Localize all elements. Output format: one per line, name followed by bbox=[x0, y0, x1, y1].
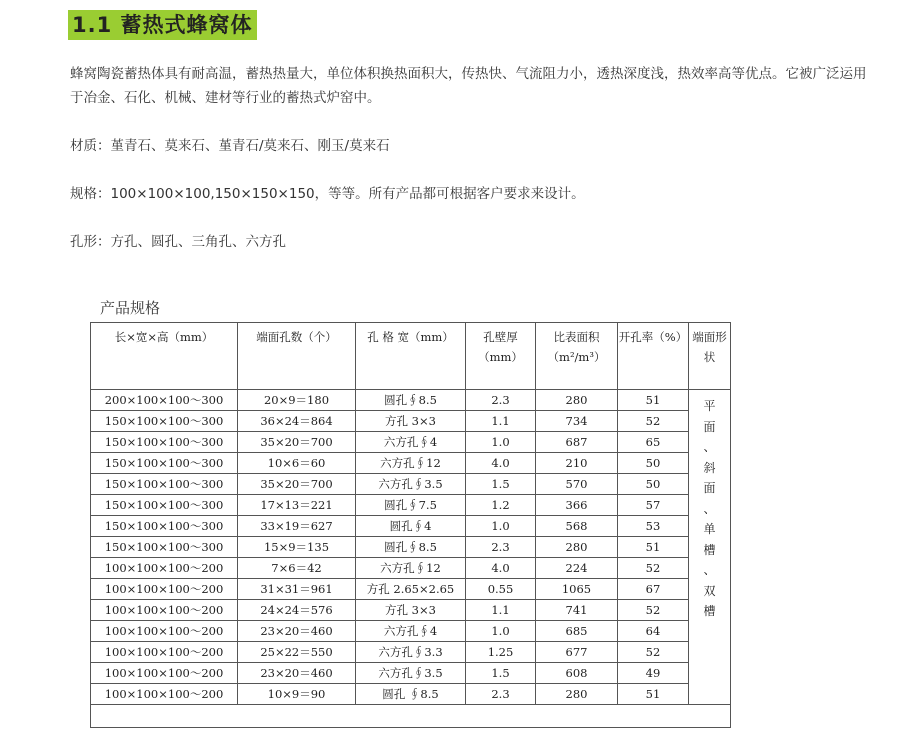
table-cell: 圆孔∮7.5 bbox=[356, 495, 466, 516]
hole-shape-paragraph: 孔形：方孔、圆孔、三角孔、六方孔 bbox=[70, 234, 286, 250]
table-row bbox=[91, 390, 731, 411]
table-cell: 53 bbox=[618, 516, 689, 537]
table-cell: 10×6＝60 bbox=[238, 453, 356, 474]
shape-char: 、 bbox=[703, 440, 716, 454]
table-title: 产品规格 bbox=[100, 299, 161, 317]
table-cell: 1.0 bbox=[466, 432, 536, 453]
table-cell: 六方孔∮4 bbox=[356, 621, 466, 642]
table-cell: 17×13＝221 bbox=[238, 495, 356, 516]
table-cell: 280 bbox=[536, 537, 618, 558]
table-cell: 六方孔∮3.3 bbox=[356, 642, 466, 663]
table-cell: 150×100×100～300 bbox=[91, 432, 238, 453]
table-cell: 4.0 bbox=[466, 453, 536, 474]
table-cell: 25×22＝550 bbox=[238, 642, 356, 663]
table-cell: 568 bbox=[536, 516, 618, 537]
table-cell: 741 bbox=[536, 600, 618, 621]
table-cell: 1.5 bbox=[466, 663, 536, 684]
shape-char: 槽 bbox=[703, 604, 716, 618]
spec-paragraph: 规格：100×100×100,150×150×150，等等。所有产品都可根据客户要求来设计。 bbox=[70, 186, 585, 202]
table-cell: 35×20＝700 bbox=[238, 432, 356, 453]
table-cell: 35×20＝700 bbox=[238, 474, 356, 495]
shape-char: 单 bbox=[703, 522, 716, 536]
table-cell: 734 bbox=[536, 411, 618, 432]
table-cell: 33×19＝627 bbox=[238, 516, 356, 537]
table-cell: 2.3 bbox=[466, 537, 536, 558]
shape-char: 面 bbox=[703, 419, 716, 434]
table-cell: 608 bbox=[536, 663, 618, 684]
table-cell: 150×100×100～300 bbox=[91, 474, 238, 495]
table-cell: 23×20＝460 bbox=[238, 663, 356, 684]
table-cell: 100×100×100～200 bbox=[91, 663, 238, 684]
table-cell: 51 bbox=[618, 684, 689, 705]
table-cell: 1.0 bbox=[466, 621, 536, 642]
table-header-cell: 孔壁厚（mm） bbox=[466, 323, 536, 390]
table-cell: 7×6＝42 bbox=[238, 558, 356, 579]
table-cell: 100×100×100～200 bbox=[91, 621, 238, 642]
table-blank-row bbox=[91, 705, 731, 728]
table-cell: 57 bbox=[618, 495, 689, 516]
table-cell: 677 bbox=[536, 642, 618, 663]
table-cell: 100×100×100～200 bbox=[91, 600, 238, 621]
table-header-cell: 端面形状 bbox=[689, 323, 731, 390]
table-cell: 52 bbox=[618, 411, 689, 432]
table-cell: 20×9＝180 bbox=[238, 390, 356, 411]
table-cell: 圆孔∮8.5 bbox=[356, 390, 466, 411]
table-header-cell: 比表面积（m²/m³） bbox=[536, 323, 618, 390]
table-cell: 1.25 bbox=[466, 642, 536, 663]
table-cell: 24×24＝576 bbox=[238, 600, 356, 621]
table-row bbox=[91, 537, 731, 558]
end-face-shape-cell bbox=[689, 390, 731, 705]
table-cell: 280 bbox=[536, 684, 618, 705]
table-cell: 100×100×100～200 bbox=[91, 558, 238, 579]
table-cell: 1065 bbox=[536, 579, 618, 600]
table-cell: 方孔 3×3 bbox=[356, 411, 466, 432]
table-row bbox=[91, 684, 731, 705]
table-row bbox=[91, 453, 731, 474]
table-cell: 65 bbox=[618, 432, 689, 453]
table-cell: 方孔 2.65×2.65 bbox=[356, 579, 466, 600]
table-row bbox=[91, 432, 731, 453]
table-header-cell: 端面孔数（个） bbox=[238, 323, 356, 390]
table-cell: 1.1 bbox=[466, 600, 536, 621]
table-row bbox=[91, 474, 731, 495]
table-cell: 1.5 bbox=[466, 474, 536, 495]
product-spec-table bbox=[90, 322, 731, 728]
table-cell: 2.3 bbox=[466, 390, 536, 411]
table-cell: 150×100×100～300 bbox=[91, 453, 238, 474]
table-cell: 200×100×100～300 bbox=[91, 390, 238, 411]
table-cell: 六方孔∮3.5 bbox=[356, 474, 466, 495]
table-cell: 六方孔∮3.5 bbox=[356, 663, 466, 684]
table-cell: 1.1 bbox=[466, 411, 536, 432]
blank-cell bbox=[91, 705, 731, 728]
table-cell: 10×9＝90 bbox=[238, 684, 356, 705]
table-cell: 100×100×100～200 bbox=[91, 684, 238, 705]
table-cell: 687 bbox=[536, 432, 618, 453]
table-cell: 0.55 bbox=[466, 579, 536, 600]
table-row bbox=[91, 579, 731, 600]
table-cell: 圆孔 ∮8.5 bbox=[356, 684, 466, 705]
shape-char: 槽 bbox=[703, 542, 716, 557]
table-cell: 4.0 bbox=[466, 558, 536, 579]
table-cell: 52 bbox=[618, 642, 689, 663]
table-row bbox=[91, 495, 731, 516]
table-row bbox=[91, 558, 731, 579]
table-header-cell: 孔 格 宽（mm） bbox=[356, 323, 466, 390]
shape-char: 双 bbox=[703, 583, 716, 598]
intro-paragraph: 蜂窝陶瓷蓄热体具有耐高温，蓄热热量大，单位体积换热面积大，传热快、气流阻力小，透热深度浅，热效率高等优点。它被广泛运用于冶金、石化、机械、建材等行业的蓄热式炉窑中。 bbox=[70, 66, 867, 106]
table-cell: 六方孔∮12 bbox=[356, 453, 466, 474]
table-cell: 150×100×100～300 bbox=[91, 411, 238, 432]
table-row bbox=[91, 411, 731, 432]
table-cell: 150×100×100～300 bbox=[91, 516, 238, 537]
table-cell: 52 bbox=[618, 600, 689, 621]
table-cell: 36×24＝864 bbox=[238, 411, 356, 432]
shape-char: 、 bbox=[703, 501, 716, 516]
table-cell: 圆孔∮4 bbox=[356, 516, 466, 537]
table-cell: 100×100×100～200 bbox=[91, 642, 238, 663]
table-header-cell: 开孔率（%） bbox=[618, 323, 689, 390]
shape-char: 平 bbox=[703, 399, 716, 413]
table-cell: 570 bbox=[536, 474, 618, 495]
table-cell: 224 bbox=[536, 558, 618, 579]
table-cell: 64 bbox=[618, 621, 689, 642]
table-row bbox=[91, 642, 731, 663]
table-row bbox=[91, 516, 731, 537]
table-cell: 50 bbox=[618, 474, 689, 495]
shape-char: 面 bbox=[703, 481, 716, 495]
table-cell: 150×100×100～300 bbox=[91, 495, 238, 516]
table-cell: 280 bbox=[536, 390, 618, 411]
table-cell: 15×9＝135 bbox=[238, 537, 356, 558]
table-cell: 23×20＝460 bbox=[238, 621, 356, 642]
table-cell: 51 bbox=[618, 390, 689, 411]
table-row bbox=[91, 663, 731, 684]
shape-char: 斜 bbox=[703, 460, 716, 475]
table-cell: 67 bbox=[618, 579, 689, 600]
table-cell: 2.3 bbox=[466, 684, 536, 705]
shape-char: 、 bbox=[703, 563, 716, 577]
table-cell: 圆孔∮8.5 bbox=[356, 537, 466, 558]
table-cell: 六方孔∮4 bbox=[356, 432, 466, 453]
table-cell: 366 bbox=[536, 495, 618, 516]
table-cell: 50 bbox=[618, 453, 689, 474]
table-cell: 1.2 bbox=[466, 495, 536, 516]
table-cell: 52 bbox=[618, 558, 689, 579]
section-heading: 1.1 蓄热式蜂窝体 bbox=[68, 10, 257, 40]
table-cell: 六方孔∮12 bbox=[356, 558, 466, 579]
table-header-cell: 长×宽×高（mm） bbox=[91, 323, 238, 390]
table-cell: 685 bbox=[536, 621, 618, 642]
table-row bbox=[91, 621, 731, 642]
table-cell: 31×31＝961 bbox=[238, 579, 356, 600]
table-cell: 49 bbox=[618, 663, 689, 684]
table-cell: 150×100×100～300 bbox=[91, 537, 238, 558]
table-cell: 210 bbox=[536, 453, 618, 474]
table-cell: 1.0 bbox=[466, 516, 536, 537]
material-paragraph: 材质：堇青石、莫来石、堇青石/莫来石、刚玉/莫来石 bbox=[70, 138, 390, 154]
table-row bbox=[91, 600, 731, 621]
table-cell: 51 bbox=[618, 537, 689, 558]
table-cell: 100×100×100～200 bbox=[91, 579, 238, 600]
table-cell: 方孔 3×3 bbox=[356, 600, 466, 621]
table-header-row bbox=[91, 323, 731, 390]
